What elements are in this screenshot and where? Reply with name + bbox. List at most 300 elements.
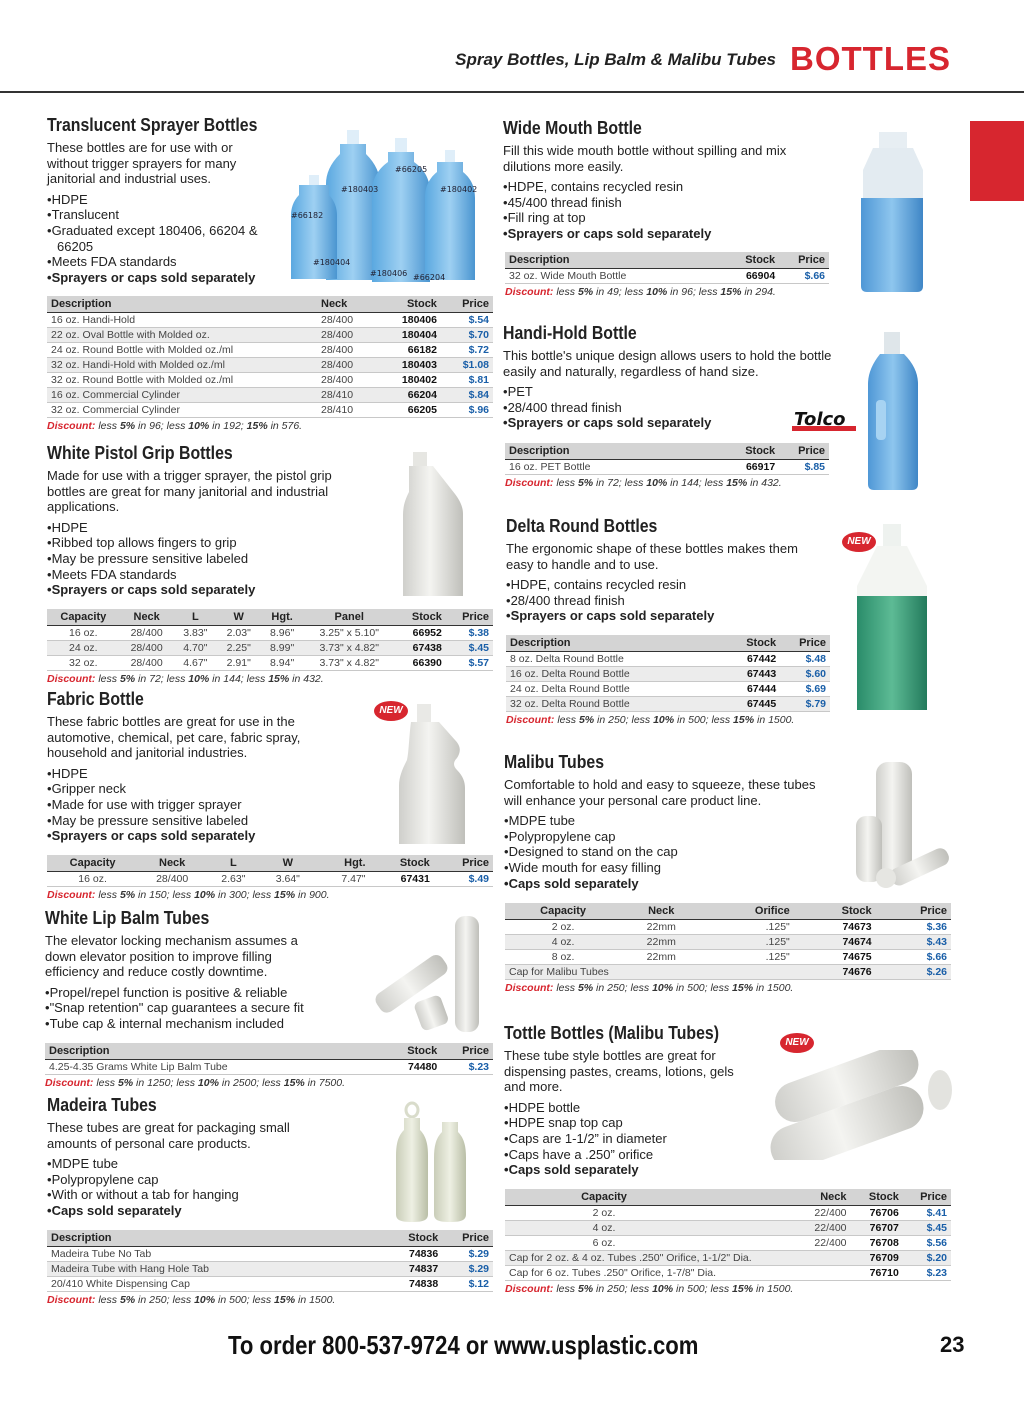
- table-row: [505, 965, 951, 980]
- table-row: [505, 920, 951, 935]
- tolco-logo: [792, 408, 856, 432]
- cell: .125": [701, 920, 793, 935]
- section-desc: These bottles are for use with or without trigger sprayers for many janitorial and industrial uses.: [47, 140, 237, 186]
- cell: 22/400: [703, 1236, 851, 1251]
- cell: 28/400: [317, 328, 377, 343]
- table-header: [47, 609, 493, 626]
- cell: .125": [701, 935, 793, 950]
- malibu-table: [505, 903, 951, 980]
- col-header: Stock: [387, 1230, 442, 1247]
- disc-text: in 250; less: [594, 714, 654, 726]
- discount-label: Discount:: [47, 420, 96, 432]
- price: $.81: [441, 373, 493, 388]
- stock: 74674: [794, 935, 876, 950]
- table-header: [505, 443, 829, 460]
- col-header: L: [206, 855, 260, 872]
- section-title: Tottle Bottles (Malibu Tubes): [504, 1023, 720, 1043]
- disc-text: 5%: [119, 673, 136, 685]
- col-header: W: [261, 855, 315, 872]
- price: $.41: [903, 1206, 951, 1221]
- cell: 32 oz. Round Bottle with Molded oz./ml: [47, 373, 317, 388]
- madeira-tube-image: [390, 1100, 470, 1225]
- col-header: Stock: [395, 609, 446, 626]
- header-rule: [0, 91, 1024, 93]
- cell: 4.25-4.35 Grams White Lip Balm Tube: [45, 1060, 385, 1075]
- translucent-table-wrap: [47, 296, 493, 432]
- cell: 24 oz. Delta Round Bottle: [506, 682, 726, 697]
- disc-text: 5%: [577, 477, 594, 489]
- col-header: Stock: [370, 855, 434, 872]
- cell: 24 oz. Round Bottle with Molded oz./ml: [47, 343, 317, 358]
- table-row: [47, 388, 493, 403]
- cell: 20/410 White Dispensing Cap: [47, 1277, 387, 1292]
- table-header: [505, 252, 829, 269]
- price: $.70: [441, 328, 493, 343]
- bottle-label: #66182: [291, 211, 324, 220]
- cell: Madeira Tube No Tab: [47, 1247, 387, 1262]
- price: $.23: [903, 1266, 951, 1281]
- stock: 67438: [395, 641, 446, 656]
- new-badge: NEW: [780, 1033, 814, 1053]
- disc-text: in 96; less: [667, 286, 721, 298]
- cell: 32 oz. Wide Mouth Bottle: [505, 269, 725, 284]
- cell: 28/400: [317, 358, 377, 373]
- price: $.72: [441, 343, 493, 358]
- cell: Cap for Malibu Tubes: [505, 965, 794, 980]
- bullet: • Sprayers or caps sold separately: [503, 415, 953, 431]
- col-header: Neck: [120, 609, 174, 626]
- bullet: • HDPE: [47, 520, 497, 536]
- disc-text: less: [95, 1294, 120, 1306]
- cell: 28/400: [317, 343, 377, 358]
- cell: 28/410: [317, 388, 377, 403]
- col-header: L: [174, 609, 217, 626]
- discount-note: [47, 1294, 493, 1306]
- cell: Cap for 6 oz. Tubes .250" Orifice, 1-7/8" Dia.: [505, 1266, 851, 1281]
- tottle-table: [505, 1189, 951, 1281]
- price: $.49: [434, 872, 493, 887]
- price: $.29: [442, 1262, 493, 1277]
- disc-text: 15%: [246, 420, 268, 432]
- cell: 28/410: [317, 403, 377, 418]
- table-row: [506, 682, 830, 697]
- cell: 3.25" x 5.10": [304, 626, 395, 641]
- col-header: Price: [441, 296, 493, 313]
- disc-text: 15%: [732, 1283, 754, 1295]
- discount-note: [505, 286, 829, 298]
- section-title: Delta Round Bottles: [506, 516, 658, 536]
- section-title: White Pistol Grip Bottles: [47, 443, 233, 463]
- price: $.20: [903, 1251, 951, 1266]
- table-row: [505, 1221, 951, 1236]
- col-header: Price: [441, 1043, 493, 1060]
- section-desc: These tubes are great for packaging small amounts of personal care products.: [47, 1120, 290, 1151]
- disc-text: 15%: [268, 673, 290, 685]
- disc-text: less: [95, 889, 120, 901]
- bullet: • Caps sold separately: [504, 876, 954, 892]
- discount-label: Discount:: [47, 673, 96, 685]
- table-header: [505, 903, 951, 920]
- stock: 180406: [377, 313, 441, 328]
- stock: 66917: [725, 460, 779, 475]
- disc-text: in 2500; less: [218, 1077, 284, 1089]
- cell: 4 oz.: [505, 1221, 703, 1236]
- bottle-label: #180406: [370, 269, 408, 278]
- stock: 67431: [370, 872, 434, 887]
- disc-text: 5%: [117, 1077, 134, 1089]
- table-row: [505, 950, 951, 965]
- price: $.69: [780, 682, 830, 697]
- col-header: Stock: [794, 903, 876, 920]
- cell: 22mm: [621, 950, 701, 965]
- price: $.12: [442, 1277, 493, 1292]
- cell: 2 oz.: [505, 1206, 703, 1221]
- section-title: Madeira Tubes: [47, 1095, 157, 1115]
- new-badge: NEW: [842, 532, 876, 552]
- discount-note: [505, 982, 951, 994]
- disc-text: in 576.: [267, 420, 303, 432]
- col-header: Description: [505, 252, 725, 269]
- table-row: [505, 1236, 951, 1251]
- col-header: Panel: [304, 609, 395, 626]
- pistol-bottle-image: [395, 447, 470, 602]
- cell: 32 oz. Handi-Hold with Molded oz./ml: [47, 358, 317, 373]
- bottle-label: #66204: [413, 273, 446, 282]
- bullet: • MDPE tube: [47, 1156, 497, 1172]
- col-header: Hgt.: [315, 855, 369, 872]
- stock: 67443: [726, 667, 780, 682]
- disc-text: less: [553, 982, 578, 994]
- stock: 66952: [395, 626, 446, 641]
- col-header: Stock: [851, 1189, 903, 1206]
- translucent-bottles-image: [285, 120, 490, 290]
- stock: 74480: [385, 1060, 441, 1075]
- col-header: Price: [434, 855, 493, 872]
- section-desc: This bottle's unique design allows users to hold the bottle easily and naturally, regardless of hand size.: [503, 348, 832, 379]
- bullet: • Caps sold separately: [504, 1162, 954, 1178]
- table-row: [506, 697, 830, 712]
- disc-text: 15%: [726, 477, 748, 489]
- cell: 28/400: [120, 656, 174, 671]
- disc-text: 15%: [283, 1077, 305, 1089]
- table-row: [47, 1277, 493, 1292]
- disc-text: 10%: [188, 673, 210, 685]
- bottle-label: #180404: [313, 258, 351, 267]
- cell: 8.96": [260, 626, 303, 641]
- table-row: [506, 667, 830, 682]
- bullet: • 28/400 thread finish: [503, 400, 953, 416]
- fabric-bottle-image: [395, 700, 475, 848]
- disc-text: 10%: [197, 1077, 219, 1089]
- price: $.84: [441, 388, 493, 403]
- discount-note: [47, 889, 493, 901]
- price: $.43: [876, 935, 951, 950]
- cell: 3.73" x 4.82": [304, 641, 395, 656]
- disc-text: in 49; less: [593, 286, 647, 298]
- bullet: • Caps are 1-1/2” in diameter: [504, 1131, 954, 1147]
- stock: 67442: [726, 652, 780, 667]
- disc-text: in 432.: [289, 673, 324, 685]
- section-title: Malibu Tubes: [504, 752, 605, 772]
- bullet: • Sprayers or caps sold separately: [503, 226, 953, 242]
- section-title: Handi-Hold Bottle: [503, 323, 637, 343]
- disc-text: in 500; less: [674, 714, 734, 726]
- disc-text: 10%: [652, 982, 674, 994]
- price: $.85: [779, 460, 829, 475]
- table-row: [505, 460, 829, 475]
- section-desc: These tube style bottles are great for dispensing pastes, creams, lotions, gels and more.: [504, 1048, 734, 1094]
- bullet: • Ribbed top allows fingers to grip: [47, 535, 497, 551]
- pistol-table-wrap: [47, 609, 493, 685]
- disc-text: 10%: [188, 420, 210, 432]
- stock: 76708: [851, 1236, 903, 1251]
- page-header-subtitle: Spray Bottles, Lip Balm & Malibu Tubes: [455, 50, 776, 69]
- disc-text: in 1500.: [295, 1294, 336, 1306]
- malibu-table-wrap: [505, 903, 951, 994]
- col-header: Stock: [377, 296, 441, 313]
- disc-text: in 500; less: [673, 982, 733, 994]
- cell: 16 oz. Delta Round Bottle: [506, 667, 726, 682]
- cell: .125": [701, 950, 793, 965]
- bullet: • Caps sold separately: [47, 1203, 497, 1219]
- disc-text: in 1500.: [753, 982, 794, 994]
- stock: 74673: [794, 920, 876, 935]
- disc-text: in 150; less: [135, 889, 195, 901]
- section-title: Fabric Bottle: [47, 689, 144, 709]
- table-row: [47, 343, 493, 358]
- disc-text: less: [553, 286, 578, 298]
- table-row: [47, 373, 493, 388]
- cell: 8 oz. Delta Round Bottle: [506, 652, 726, 667]
- discount-label: Discount:: [506, 714, 555, 726]
- cell: 28/400: [317, 313, 377, 328]
- disc-text: in 294.: [741, 286, 776, 298]
- section-title: Wide Mouth Bottle: [503, 118, 642, 138]
- disc-text: 5%: [578, 714, 595, 726]
- col-header: Capacity: [505, 1189, 703, 1206]
- page-header-title: BOTTLES: [790, 40, 951, 77]
- widemouth-table-wrap: [505, 252, 829, 298]
- cell: 28/400: [138, 872, 206, 887]
- fabric-table: [47, 855, 493, 887]
- col-header: Price: [446, 609, 493, 626]
- col-header: Price: [442, 1230, 493, 1247]
- price: $.45: [903, 1221, 951, 1236]
- cell: 3.73" x 4.82": [304, 656, 395, 671]
- cell: 2.91": [217, 656, 260, 671]
- cell: 22/400: [703, 1221, 851, 1236]
- discount-note: [505, 477, 829, 489]
- col-header: Stock: [385, 1043, 441, 1060]
- disc-text: 15%: [732, 982, 754, 994]
- discount-label: Discount:: [505, 286, 554, 298]
- price: $.26: [876, 965, 951, 980]
- stock: 74676: [794, 965, 876, 980]
- cell: 4.67": [174, 656, 217, 671]
- page-number: 23: [940, 1332, 965, 1357]
- table-row: [505, 1251, 951, 1266]
- cell: 4 oz.: [505, 935, 621, 950]
- table-row: [506, 652, 830, 667]
- handihold-bottle-image: [862, 330, 927, 492]
- malibu-tubes-image: [850, 758, 955, 898]
- bullet: • Meets FDA standards: [47, 567, 497, 583]
- bullet: • May be pressure sensitive labeled: [47, 551, 497, 567]
- bullet: • HDPE snap top cap: [504, 1115, 954, 1131]
- disc-text: less: [553, 477, 578, 489]
- disc-text: 15%: [720, 286, 742, 298]
- bullet: • Graduated except 180406, 66204 & 66205: [47, 223, 277, 254]
- cell: 8 oz.: [505, 950, 621, 965]
- disc-text: in 7500.: [304, 1077, 346, 1089]
- stock: 180402: [377, 373, 441, 388]
- disc-text: in 432.: [747, 477, 782, 489]
- table-row: [47, 1247, 493, 1262]
- col-header: Orifice: [701, 903, 793, 920]
- table-header: [505, 1189, 951, 1206]
- madeira-table-wrap: [47, 1230, 493, 1306]
- cell: Madeira Tube with Hang Hole Tab: [47, 1262, 387, 1277]
- cell: 6 oz.: [505, 1236, 703, 1251]
- cell: 22 oz. Oval Bottle with Molded oz.: [47, 328, 317, 343]
- discount-label: Discount:: [505, 1283, 554, 1295]
- disc-text: in 1250; less: [133, 1077, 198, 1089]
- disc-text: 5%: [577, 1283, 594, 1295]
- bullet: • HDPE: [47, 766, 497, 782]
- cell: 7.47": [315, 872, 369, 887]
- col-header: Description: [506, 635, 726, 652]
- disc-text: in 1500.: [753, 1283, 794, 1295]
- section-title: White Lip Balm Tubes: [45, 908, 210, 928]
- price: $.29: [442, 1247, 493, 1262]
- disc-text: 15%: [274, 1294, 296, 1306]
- discount-label: Discount:: [505, 477, 554, 489]
- col-header: Description: [47, 296, 317, 313]
- bullet: • 28/400 thread finish: [506, 593, 956, 609]
- widemouth-table: [505, 252, 829, 284]
- bullet: • Sprayers or caps sold separately: [47, 582, 497, 598]
- discount-note: [47, 420, 493, 432]
- price: $.36: [876, 920, 951, 935]
- disc-text: less: [95, 673, 120, 685]
- fabric-table-wrap: [47, 855, 493, 901]
- table-header: [506, 635, 830, 652]
- bullet: • HDPE, contains recycled resin: [503, 179, 953, 195]
- tottle-table-wrap: [505, 1189, 951, 1295]
- bullet: • Translucent: [47, 207, 277, 223]
- disc-text: 10%: [653, 714, 675, 726]
- tottle-bottles-image: [750, 1050, 955, 1160]
- disc-text: in 192;: [209, 420, 247, 432]
- table-row: [47, 328, 493, 343]
- cell: 16 oz. Handi-Hold: [47, 313, 317, 328]
- cell: 32 oz.: [47, 656, 120, 671]
- disc-text: 5%: [119, 889, 136, 901]
- disc-text: 5%: [577, 982, 594, 994]
- disc-text: in 250; less: [593, 1283, 653, 1295]
- cell: 16 oz. PET Bottle: [505, 460, 725, 475]
- cell: 32 oz. Delta Round Bottle: [506, 697, 726, 712]
- bullet: • Propel/repel function is positive & reliable: [45, 985, 495, 1001]
- disc-text: 15%: [274, 889, 296, 901]
- discount-label: Discount:: [47, 1294, 96, 1306]
- disc-text: 5%: [119, 420, 136, 432]
- col-header: Neck: [138, 855, 206, 872]
- lipbalm-table-wrap: [45, 1043, 493, 1089]
- col-header: Price: [779, 443, 829, 460]
- stock: 66182: [377, 343, 441, 358]
- bullet: • "Snap retention" cap guarantees a secure fit: [45, 1000, 495, 1016]
- stock: 180404: [377, 328, 441, 343]
- table-row: [505, 1266, 951, 1281]
- bullet: • HDPE: [47, 192, 277, 208]
- cell: 16 oz.: [47, 872, 138, 887]
- table-row: [47, 1262, 493, 1277]
- cell: 28/400: [120, 641, 174, 656]
- disc-text: less: [95, 420, 120, 432]
- col-header: Price: [779, 252, 829, 269]
- stock: 67445: [726, 697, 780, 712]
- cell: 16 oz.: [47, 626, 120, 641]
- stock: 74837: [387, 1262, 442, 1277]
- disc-text: in 1500.: [754, 714, 795, 726]
- col-header: Price: [780, 635, 830, 652]
- price: $.45: [446, 641, 493, 656]
- bullet: • Meets FDA standards: [47, 254, 277, 270]
- discount-note: [506, 714, 830, 726]
- col-header: W: [217, 609, 260, 626]
- price: $.54: [441, 313, 493, 328]
- bullet: • MDPE tube: [504, 813, 954, 829]
- price: $.48: [780, 652, 830, 667]
- price: $.96: [441, 403, 493, 418]
- disc-text: in 144; less: [667, 477, 727, 489]
- table-header: [47, 855, 493, 872]
- section-desc: Comfortable to hold and easy to squeeze, these tubes will enhance your personal care product line.: [504, 777, 816, 808]
- bullet: • Tube cap & internal mechanism included: [45, 1016, 495, 1032]
- table-header: [47, 296, 493, 313]
- stock: 76710: [851, 1266, 903, 1281]
- table-row: [47, 656, 493, 671]
- bullet: • Sprayers or caps sold separately: [506, 608, 956, 624]
- stock: 76707: [851, 1221, 903, 1236]
- table-header: [47, 1230, 493, 1247]
- stock: 66204: [377, 388, 441, 403]
- cell: 22mm: [621, 935, 701, 950]
- col-header: Stock: [725, 252, 779, 269]
- stock: 66390: [395, 656, 446, 671]
- bullet: • Sprayers or caps sold separately: [47, 270, 277, 286]
- stock: 74675: [794, 950, 876, 965]
- cell: 16 oz. Commercial Cylinder: [47, 388, 317, 403]
- new-badge: NEW: [374, 701, 408, 721]
- disc-text: 10%: [652, 1283, 674, 1295]
- disc-text: 10%: [194, 889, 216, 901]
- disc-text: in 96; less: [135, 420, 189, 432]
- cell: 3.64": [261, 872, 315, 887]
- bullet: • Wide mouth for easy filling: [504, 860, 954, 876]
- disc-text: in 250; less: [135, 1294, 195, 1306]
- discount-note: [47, 673, 493, 685]
- cell: 3.83": [174, 626, 217, 641]
- price: $.38: [446, 626, 493, 641]
- disc-text: in 144; less: [209, 673, 269, 685]
- table-row: [45, 1060, 493, 1075]
- disc-text: in 500; less: [215, 1294, 275, 1306]
- translucent-table: [47, 296, 493, 418]
- stock: 66205: [377, 403, 441, 418]
- bullet: • Polypropylene cap: [47, 1172, 497, 1188]
